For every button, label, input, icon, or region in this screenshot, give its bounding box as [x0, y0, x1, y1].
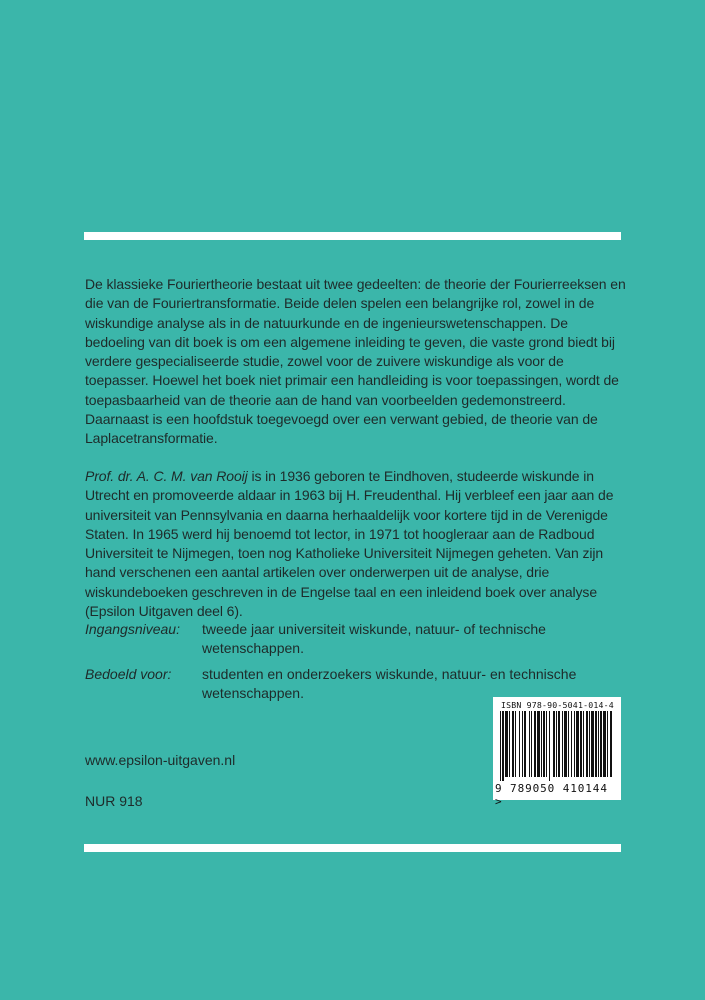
meta-label: Ingangsniveau: — [85, 621, 180, 637]
meta-label: Bedoeld voor: — [85, 666, 172, 682]
intro-paragraph — [85, 275, 630, 449]
barcode-bar — [589, 711, 590, 777]
barcode-bar — [531, 711, 532, 777]
barcode-bar — [543, 711, 545, 777]
barcode-bar — [586, 711, 588, 777]
meta-value: studenten en onderzoekers wiskunde, natuur- en technische wetenschappen. — [202, 666, 577, 702]
isbn-label: ISBN 978-90-5041-014-4 — [501, 700, 614, 710]
barcode-bars — [500, 711, 614, 781]
author-name: Prof. dr. A. C. M. van Rooij — [85, 468, 248, 484]
barcode-bar — [580, 711, 582, 777]
barcode-bar — [576, 711, 579, 777]
nur-code: NUR 918 — [85, 793, 143, 809]
barcode-bar — [515, 711, 516, 777]
barcode-bar — [519, 711, 520, 777]
barcode-bar — [534, 711, 536, 777]
barcode-bar — [564, 711, 567, 777]
barcode-bar — [571, 711, 572, 777]
barcode-bar — [574, 711, 575, 777]
barcode-bar — [556, 711, 557, 777]
barcode-bar — [600, 711, 602, 777]
barcode-bar — [537, 711, 540, 777]
barcode-bar — [509, 711, 510, 777]
meta-value: tweede jaar universiteit wiskunde, natuur- of technische wetenschappen. — [202, 621, 546, 657]
barcode-bar — [512, 711, 514, 777]
barcode-bar — [598, 711, 599, 777]
barcode-bar — [595, 711, 597, 777]
barcode-bar — [522, 711, 523, 777]
bottom-divider-bar — [84, 844, 621, 852]
ean-digits: 9 789050 410144 > — [495, 782, 608, 808]
author-bio-paragraph — [85, 467, 630, 621]
barcode-bar — [607, 711, 608, 777]
barcode-bar — [524, 711, 526, 777]
isbn-barcode — [493, 697, 621, 808]
top-divider-bar — [84, 232, 621, 240]
barcode-bar — [610, 711, 612, 777]
barcode-bar — [502, 711, 504, 781]
publisher-website[interactable]: www.epsilon-uitgaven.nl — [85, 752, 236, 768]
barcode-bar — [549, 711, 550, 781]
barcode-bar — [529, 711, 530, 777]
barcode-bar — [568, 711, 569, 777]
intro-text: De klassieke Fouriertheorie bestaat uit twee gedeelten: de theorie der Fourierreeksen en die van de Fouriertransformatie. Beide delen spelen een belangrijke rol, zowel in de wiskundige analyse als in de natuurkunde en de ingenieurswetenschappen. De bedoeling van dit boek is om een algemene inleiding te geven, die vaste grond biedt bij verdere gespecialiseerde studie, zowel voor de zuivere wiskundige als voor de toepasser. Hoewel het boek niet primair een handleiding is voor toepassingen, wordt de toepasbaarheid van de theorie aan de hand van voorbeelden gedemonstreerd. Daarnaast is een hoofdstuk toegevoegd over een verwant gebied, de theorie van de Laplacetransformatie. — [85, 276, 626, 447]
barcode-bar — [541, 711, 542, 777]
barcode-bar — [603, 711, 606, 777]
barcode-bar — [583, 711, 584, 777]
barcode-bar — [591, 711, 594, 777]
barcode-bar — [505, 711, 508, 777]
barcode-bar — [562, 711, 563, 777]
author-bio-text: is in 1936 geboren te Eindhoven, studeerde wiskunde in Utrecht en promoveerde aldaar in 1963 bij H. Freudenthal. Hij verbleef een jaar aan de universiteit van Pennsylvania en daarna herhaaldelijk voor kortere tijd in de Verenigde Staten. In 1965 werd hij benoemd tot lector, in 1971 tot hoogleraar aan de Radboud Universiteit te Nijmegen, toen nog Katholieke Universiteit Nijmegen geheten. Van zijn hand verschenen een aantal artikelen over onderwerpen uit de analyse, drie wiskundeboeken geschreven in de Engelse taal en een inleidend boek over analyse (Epsilon Uitgaven deel 6). — [85, 468, 614, 620]
barcode-bar — [500, 711, 501, 781]
barcode-bar — [546, 711, 547, 777]
barcode-bar — [558, 711, 560, 777]
barcode-bar — [553, 711, 555, 777]
